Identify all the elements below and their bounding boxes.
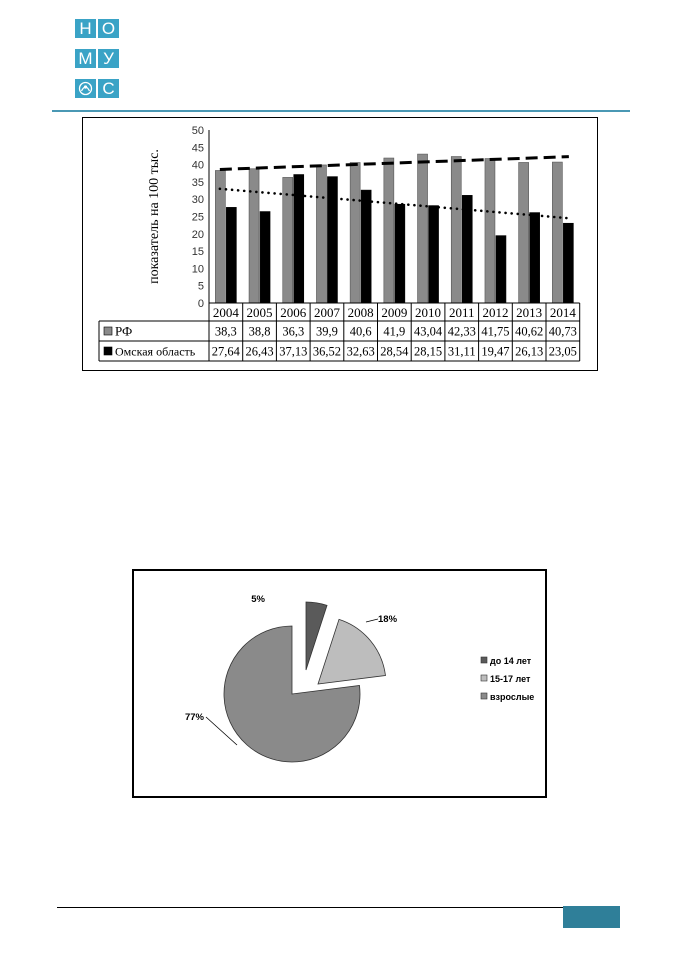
data-label: 27,64 <box>211 344 240 359</box>
nomus-logo <box>73 17 119 101</box>
data-label: 40,6 <box>349 324 372 339</box>
x-tick-label: 2011 <box>448 305 475 320</box>
x-tick-label: 2005 <box>246 305 273 320</box>
logo-emblem-icon <box>75 79 96 98</box>
bar-omsk <box>429 206 439 303</box>
bar-rf <box>485 159 495 303</box>
data-label: 28,54 <box>380 344 409 359</box>
data-label: 36,52 <box>312 344 342 359</box>
bar-rf <box>283 177 293 303</box>
bar-rf <box>350 163 360 303</box>
bar-omsk <box>327 177 337 303</box>
data-label: 37,13 <box>279 344 308 359</box>
bar-omsk <box>226 207 236 303</box>
data-label: 23,05 <box>548 344 577 359</box>
data-label: 38,3 <box>214 324 237 339</box>
pie-value-label: 18% <box>378 614 398 625</box>
logo-letter: У <box>98 49 119 68</box>
data-label: 38,8 <box>248 324 271 339</box>
y-tick-label: 25 <box>191 211 204 224</box>
bar-rf <box>215 170 225 303</box>
bar-rf <box>519 162 529 303</box>
data-label: 26,13 <box>515 344 544 359</box>
legend-label: до 14 лет <box>490 656 532 666</box>
bar-omsk <box>294 175 304 303</box>
data-label: 36,3 <box>282 324 305 339</box>
y-tick-label: 15 <box>191 246 204 259</box>
y-tick-label: 10 <box>191 263 204 276</box>
y-tick-label: 50 <box>191 125 204 137</box>
x-tick-label: 2013 <box>516 305 543 320</box>
chart-frame <box>133 570 546 797</box>
incidence-bar-chart <box>82 117 598 371</box>
bar-rf <box>384 158 394 303</box>
bar-omsk <box>496 236 506 303</box>
bar-rf <box>316 165 326 303</box>
data-label: 41,9 <box>383 324 406 339</box>
bar-omsk <box>530 213 540 303</box>
bar-rf <box>451 157 461 303</box>
logo-letter: Н <box>75 19 96 38</box>
y-tick-label: 40 <box>191 159 204 172</box>
bar-rf <box>552 162 562 303</box>
data-label: 32,63 <box>346 344 375 359</box>
y-tick-label: 35 <box>191 176 204 189</box>
bar-omsk <box>260 212 270 303</box>
pie-value-label: 77% <box>184 712 204 723</box>
bar-rf <box>249 169 259 303</box>
y-axis-label: показатель на 100 тыс. <box>147 149 162 284</box>
y-tick-label: 0 <box>197 298 204 310</box>
legend-swatch-rf <box>104 327 112 335</box>
x-tick-label: 2010 <box>415 305 442 320</box>
logo-letter: О <box>98 19 119 38</box>
data-label: 31,11 <box>447 344 476 359</box>
bar-omsk <box>395 204 405 303</box>
x-tick-label: 2012 <box>482 305 509 320</box>
data-label: 28,15 <box>413 344 443 359</box>
data-label: 42,33 <box>447 324 476 339</box>
x-tick-label: 2014 <box>549 305 576 320</box>
legend-swatch <box>481 657 487 663</box>
legend-swatch <box>481 675 487 681</box>
bar-omsk <box>462 195 472 303</box>
y-tick-label: 45 <box>191 142 204 155</box>
age-pie-chart <box>132 569 547 798</box>
x-tick-label: 2009 <box>381 305 408 320</box>
data-label: 40,62 <box>515 324 544 339</box>
data-label: 19,47 <box>481 344 510 359</box>
logo-letter: М <box>75 49 96 68</box>
legend-label-omsk: Омская область <box>115 344 196 359</box>
footer-rule <box>57 907 563 908</box>
pie-value-label: 5% <box>251 594 265 605</box>
legend-label: 15-17 лет <box>490 674 531 684</box>
header-rule <box>52 110 630 112</box>
legend-swatch <box>481 693 487 699</box>
bar-omsk <box>563 223 573 303</box>
y-tick-label: 30 <box>191 194 204 207</box>
data-label: 41,75 <box>481 324 510 339</box>
x-tick-label: 2004 <box>212 305 239 320</box>
x-tick-label: 2007 <box>313 305 340 320</box>
bar-rf <box>418 154 428 303</box>
x-tick-label: 2008 <box>347 305 374 320</box>
page-number-badge <box>563 906 620 928</box>
data-label: 40,73 <box>548 324 577 339</box>
bar-omsk <box>361 190 371 303</box>
legend-label: взрослые <box>490 692 535 702</box>
data-label: 43,04 <box>413 324 443 339</box>
logo-letter: С <box>98 79 119 98</box>
legend-label-rf: РФ <box>115 323 133 339</box>
y-tick-label: 5 <box>197 280 204 293</box>
x-tick-label: 2006 <box>280 305 307 320</box>
y-tick-label: 20 <box>191 228 204 241</box>
data-label: 26,43 <box>245 344 274 359</box>
legend-swatch-omsk <box>104 347 112 355</box>
data-label: 39,9 <box>316 324 338 339</box>
